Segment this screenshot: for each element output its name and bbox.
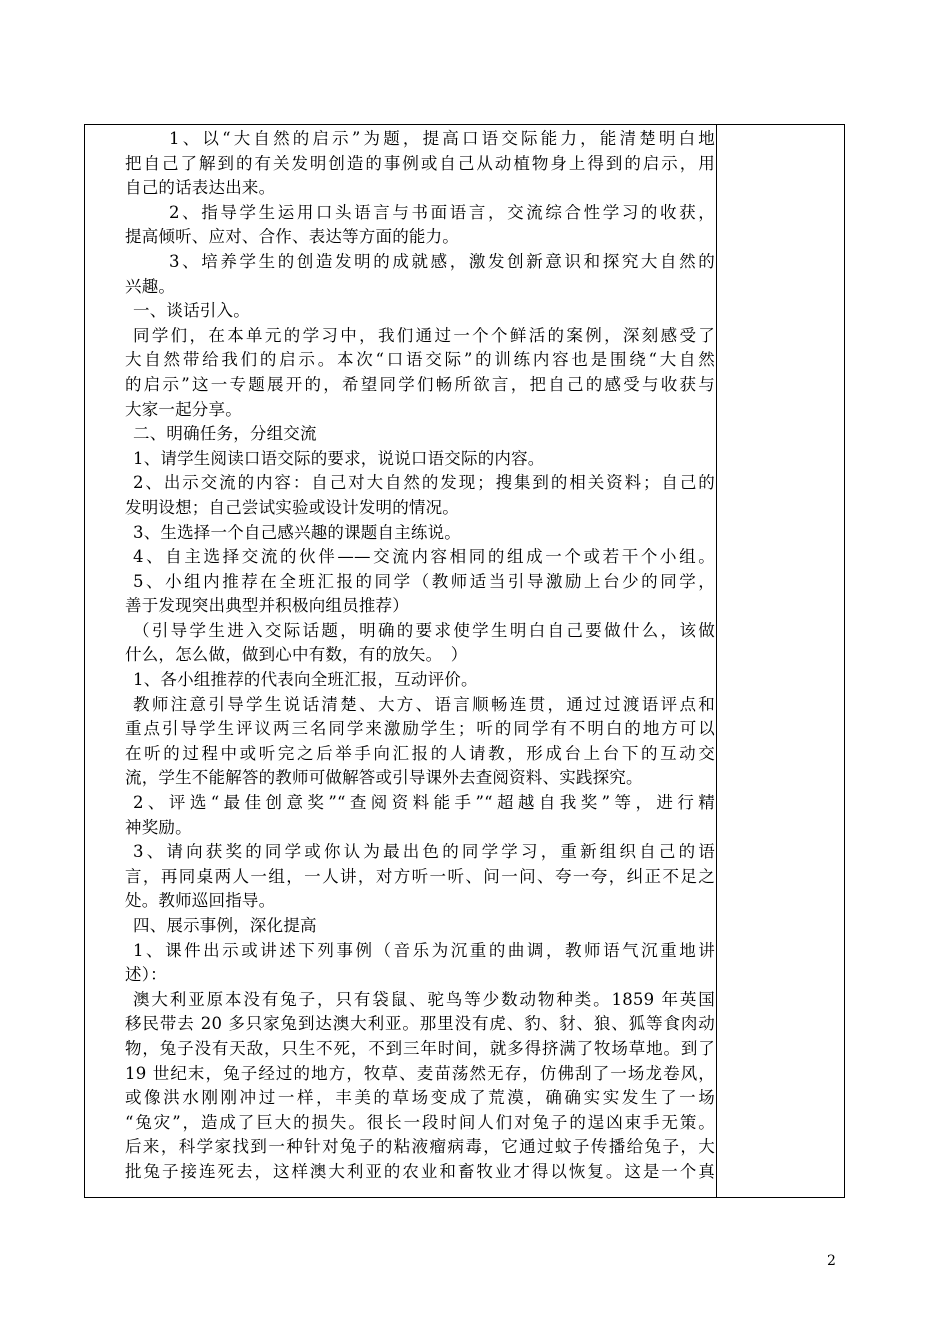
- text-line: 2、指导学生运用口头语言与书面语言，交流综合性学习的收获，: [169, 202, 715, 222]
- text-line: 1、课件出示或讲述下列事例（音乐为沉重的曲调，教师语气沉重地讲: [133, 940, 715, 960]
- text-line: 1、各小组推荐的代表向全班汇报，互动评价。: [133, 670, 478, 690]
- text-line: 提高倾听、应对、合作、表达等方面的能力。: [125, 227, 459, 247]
- text-line: 把自己了解到的有关发明创造的事例或自己从动植物身上得到的启示，用: [125, 153, 715, 173]
- lesson-content-cell: [125, 127, 715, 1195]
- lesson-table: [84, 124, 845, 1198]
- text-line: 同学们，在本单元的学习中，我们通过一个个鲜活的案例，深刻感受了: [133, 325, 715, 345]
- text-line: 述）：: [125, 965, 167, 985]
- text-line: “兔灾”，造成了巨大的损失。很长一段时间人们对兔子的逞凶束手无策。: [125, 1112, 715, 1132]
- text-line: 3、请向获奖的同学或你认为最出色的同学学习，重新组织自己的语: [133, 842, 715, 862]
- text-line: 四、展示事例，深化提高: [133, 916, 317, 935]
- text-line: 移民带去 20 多只家兔到达澳大利亚。那里没有虎、豹、豺、狼、狐等食肉动: [125, 1014, 715, 1034]
- text-line: 大家一起分享。: [125, 399, 242, 419]
- text-line: 的启示”这一专题展开的，希望同学们畅所欲言，把自己的感受与收获与: [125, 374, 715, 394]
- text-line: 或像洪水刚刚冲过一样，丰美的草场变成了荒漠，确确实实发生了一场: [125, 1088, 715, 1108]
- page-number: 2: [827, 1253, 836, 1269]
- notes-column-divider: [716, 125, 717, 1197]
- text-line: 19 世纪末，兔子经过的地方，牧草、麦苗荡然无存，仿佛刮了一场龙卷风，: [125, 1063, 715, 1083]
- text-line: 4、自主选择交流的伙伴——交流内容相同的组成一个或若干个小组。: [133, 547, 715, 567]
- text-line: 在听的过程中或听完之后举手向汇报的人请教，形成台上台下的互动交: [125, 743, 715, 763]
- text-line: 1、以“大自然的启示”为题，提高口语交际能力，能清楚明白地: [169, 129, 715, 148]
- text-line: 批兔子接连死去，这样澳大利亚的农业和畜牧业才得以恢复。这是一个真: [125, 1161, 715, 1181]
- text-line: 神奖励。: [125, 817, 192, 837]
- text-line: 5、小组内推荐在全班汇报的同学（教师适当引导激励上台少的同学，: [133, 571, 715, 591]
- text-line: 流，学生不能解答的教师可做解答或引导课外去查阅资料、实践探究。: [125, 768, 643, 788]
- text-line: 2、评选“最佳创意奖”“查阅资料能手”“超越自我奖”等，进行精: [133, 793, 715, 813]
- text-line: 大自然带给我们的启示。本次“口语交际”的训练内容也是围绕“大自然: [125, 350, 715, 370]
- text-line: 3、培养学生的创造发明的成就感，激发创新意识和探究大自然的: [169, 251, 715, 271]
- text-line: 1、请学生阅读口语交际的要求，说说口语交际的内容。: [133, 448, 545, 468]
- text-line: （引导学生进入交际话题，明确的要求使学生明白自己要做什么，该做: [133, 620, 715, 640]
- text-line: 一、谈话引入。: [133, 301, 250, 321]
- text-line: 善于发现突出典型并积极向组员推荐）: [125, 596, 409, 616]
- text-line: 二、明确任务，分组交流: [133, 424, 317, 444]
- text-line: 教师注意引导学生说话清楚、大方、语言顺畅连贯，通过过渡语评点和: [133, 694, 715, 714]
- text-line: 发明设想；自己尝试实验或设计发明的情况。: [125, 497, 459, 517]
- text-line: 物，兔子没有天敌，只生不死，不到三年时间，就多得挤满了牧场草地。到了: [125, 1038, 715, 1058]
- text-line: 兴趣。: [125, 276, 176, 296]
- text-line: 后来，科学家找到一种针对兔子的粘液瘤病毒，它通过蚊子传播给兔子，大: [125, 1137, 715, 1157]
- text-line: 言，再同桌两人一组，一人讲，对方听一听、问一问、夸一夸，纠正不足之: [125, 866, 715, 886]
- text-line: 澳大利亚原本没有兔子，只有袋鼠、驼鸟等少数动物种类。1859 年英国: [133, 989, 715, 1009]
- text-line: 重点引导学生评议两三名同学来激励学生；听的同学有不明白的地方可以: [125, 719, 715, 739]
- text-line: 什么，怎么做，做到心中有数，有的放矢。 ）: [125, 645, 468, 665]
- text-line: 处。教师巡回指导。: [125, 891, 276, 911]
- text-line: 自己的话表达出来。: [125, 178, 276, 198]
- text-line: 2、出示交流的内容：自己对大自然的发现；搜集到的相关资料；自己的: [133, 473, 715, 493]
- text-line: 3、生选择一个自己感兴趣的课题自主练说。: [133, 522, 461, 542]
